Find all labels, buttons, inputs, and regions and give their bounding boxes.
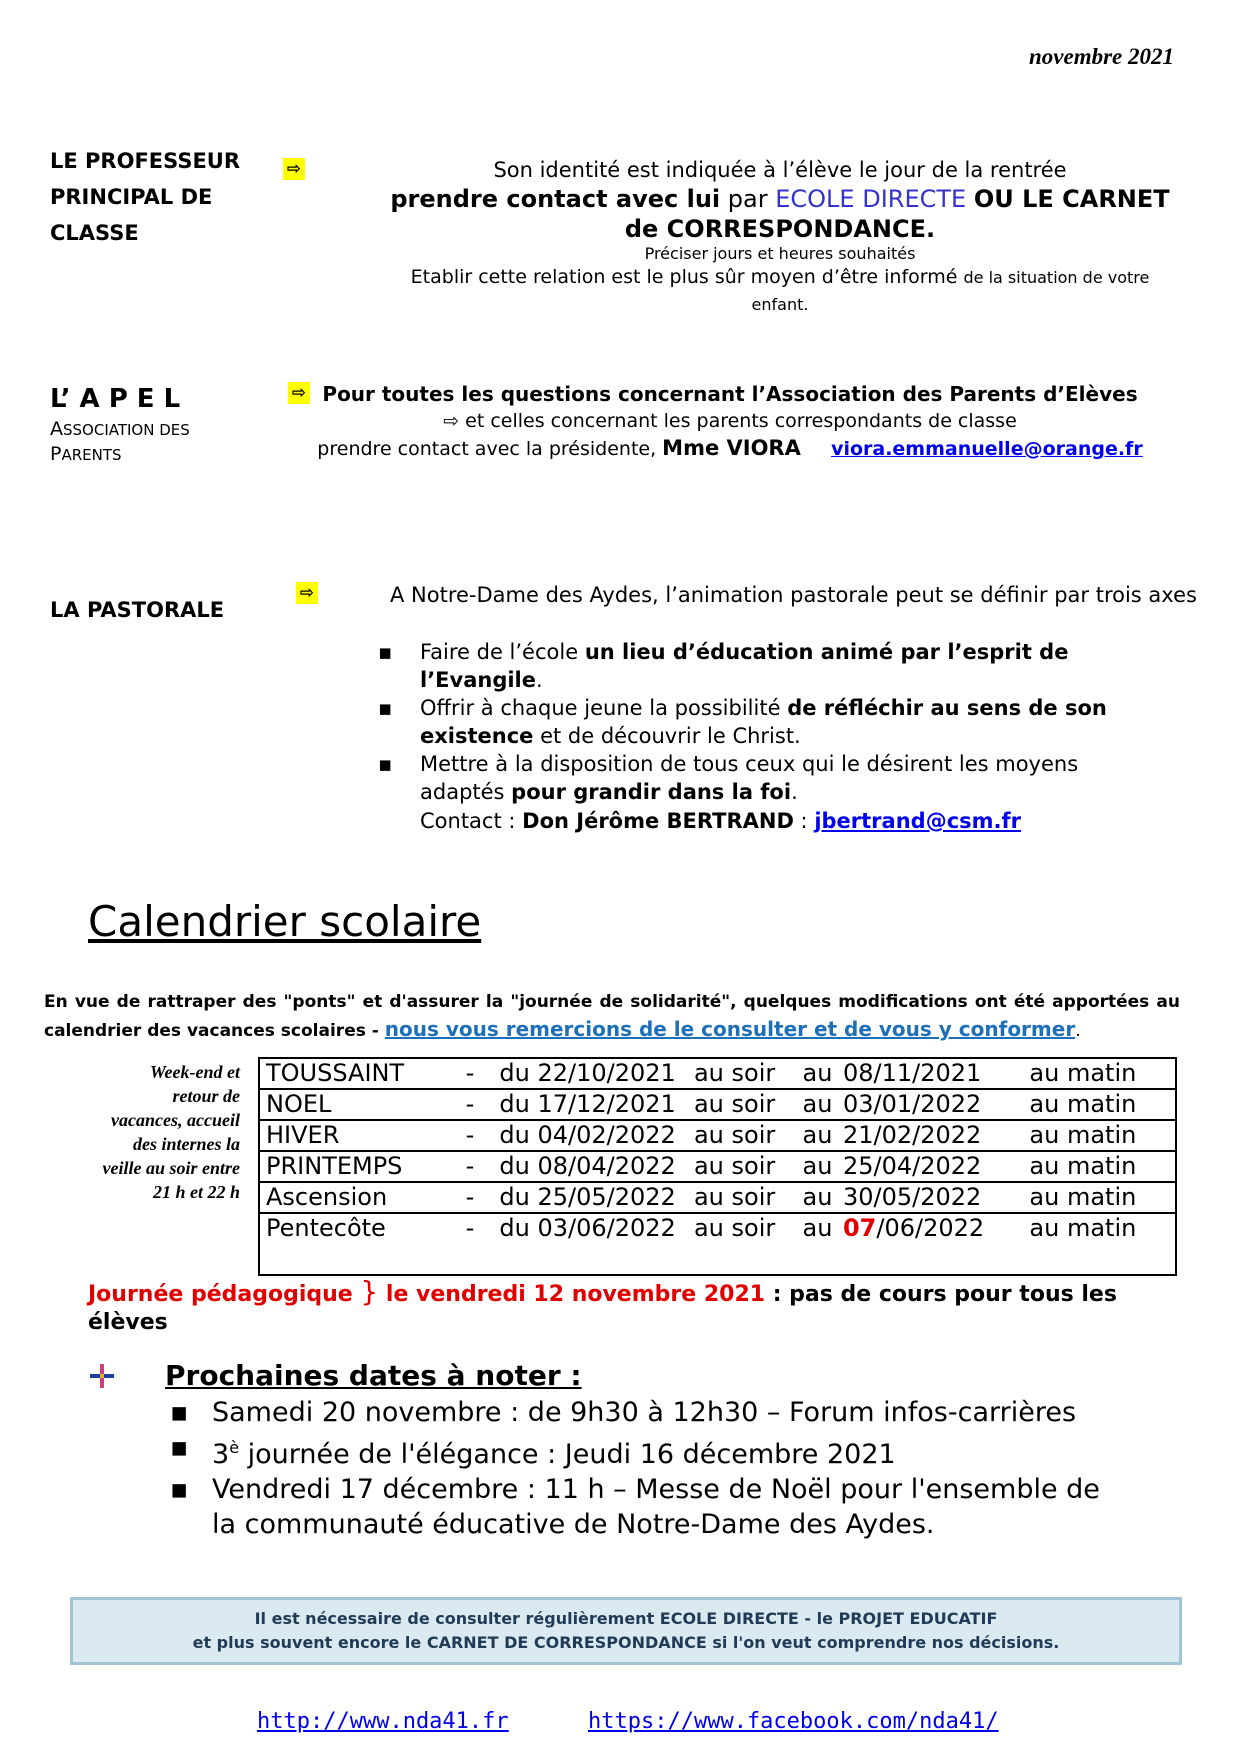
calendar-consult-link[interactable]: nous vous remercions de le consulter et de vous y conformer	[384, 1017, 1076, 1041]
row-dash: -	[460, 1182, 494, 1213]
arrow-right-icon: ⇨	[283, 158, 305, 180]
to-word: au	[796, 1089, 836, 1120]
from-date: du 04/02/2022	[493, 1120, 688, 1151]
from-note: au soir	[688, 1120, 797, 1151]
professeur-text: Son identité est indiquée à l’élève le jour de la rentrée prendre contact avec lui par ECOLE DIRECTE OU LE CARNET de CORRESPONDANCE. Préciser jours et heures souhaités Etablir cette relation est le plus sûr moyen d’être informé de la situation de votre enfant.	[390, 158, 1170, 314]
table-row	[259, 1120, 1176, 1151]
arrow-right-icon: ⇨	[288, 382, 310, 404]
to-date: 25/04/2022	[837, 1151, 1023, 1182]
vacation-name: HIVER	[259, 1120, 460, 1151]
table-row	[259, 1089, 1176, 1120]
pastorale-email-link[interactable]: jbertrand@csm.fr	[814, 809, 1021, 833]
to-word: au	[796, 1058, 836, 1089]
pastorale-intro: A Notre-Dame des Aydes, l’animation pastorale peut se définir par trois axes	[390, 583, 1197, 607]
arrow-right-icon: ⇨	[296, 582, 318, 604]
from-date: du 17/12/2021	[493, 1089, 688, 1120]
to-date: 30/05/2022	[837, 1182, 1023, 1213]
pastorale-contact: Contact : Don Jérôme BERTRAND : jbertrand@csm.fr	[420, 809, 1021, 833]
vacation-name: TOUSSAINT	[259, 1058, 460, 1089]
vacation-name: Ascension	[259, 1182, 460, 1213]
site-link[interactable]: http://www.nda41.fr	[257, 1709, 509, 1734]
to-note: au matin	[1023, 1120, 1176, 1151]
facebook-link[interactable]: https://www.facebook.com/nda41/	[588, 1709, 999, 1734]
to-word: au	[796, 1120, 836, 1151]
apel-text: Pour toutes les questions concernant l’Association des Parents d’Elèves ⇨ et celles concernant les parents correspondants de classe prendre contact avec la présidente, Mme VIORA viora.emmanuelle@orange.fr	[317, 382, 1143, 460]
list-item: ▪ Vendredi 17 décembre : 11 h – Messe de Noël pour l'ensemble de la communauté éducative de Notre-Dame des Aydes.	[170, 1472, 1130, 1542]
vacation-name: NOEL	[259, 1089, 460, 1120]
list-item: ▪ Faire de l’école un lieu d’éducation animé par l’esprit de l’Evangile.	[378, 638, 1178, 694]
notice-box: Il est nécessaire de consulter régulièrement ECOLE DIRECTE - le PROJET EDUCATIF et plus souvent encore le CARNET DE CORRESPONDANCE si l'on veut comprendre nos décisions.	[70, 1597, 1182, 1665]
arrow-right-icon: ⇨	[443, 410, 460, 432]
to-word: au	[796, 1151, 836, 1182]
from-date: du 03/06/2022	[499, 1214, 676, 1242]
professeur-label: LE PROFESSEUR PRINCIPAL DE CLASSE	[50, 149, 241, 245]
prochaines-list	[170, 1395, 1130, 1542]
table-row	[259, 1151, 1176, 1182]
list-item: ▪ Mettre à la disposition de tous ceux qui le désirent les moyens adaptés pour grandir dans la foi.	[378, 750, 1110, 806]
table-row	[259, 1182, 1176, 1213]
to-note: au matin	[1023, 1151, 1176, 1182]
from-date: du 08/04/2022	[493, 1151, 688, 1182]
row-dash: -	[460, 1151, 494, 1182]
journee-pedagogique: Journée pédagogique } le vendredi 12 novembre 2021 : pas de cours pour tous les élèves	[88, 1275, 1117, 1335]
to-note: au matin	[1023, 1058, 1176, 1089]
row-dash: -	[460, 1058, 494, 1089]
to-word: au	[802, 1214, 833, 1242]
row-dash: -	[465, 1214, 475, 1242]
row-dash: -	[460, 1089, 494, 1120]
list-item: ▪ Samedi 20 novembre : de 9h30 à 12h30 – Forum infos-carrières	[170, 1395, 1130, 1430]
to-date: 08/11/2021	[837, 1058, 1023, 1089]
from-note: au soir	[688, 1058, 797, 1089]
document-date: novembre 2021	[1028, 44, 1174, 69]
pastorale-label: LA PASTORALE	[50, 598, 225, 622]
row-dash: -	[460, 1120, 494, 1151]
prochaines-title: Prochaines dates à noter :	[165, 1359, 582, 1392]
apel-email-link[interactable]: viora.emmanuelle@orange.fr	[831, 438, 1143, 460]
calendar-side-note: Week-end et retour de vacances, accueil des internes la veille au soir entre 21 h et 22 h	[102, 1062, 240, 1202]
to-date: 03/01/2022	[837, 1089, 1023, 1120]
table-row	[259, 1058, 1176, 1089]
from-note: au soir	[693, 1214, 776, 1242]
apel-label: L’ A P E L ASSOCIATION DES PARENTS	[50, 384, 190, 465]
to-date: 21/02/2022	[837, 1120, 1023, 1151]
list-item: ▪ Offrir à chaque jeune la possibilité de réfléchir au sens de son existence et de découvrir le Christ.	[378, 694, 1140, 750]
calendar-title: Calendrier scolaire	[88, 897, 482, 946]
list-item: ▪ $3^è$ journée de l'élégance : Jeudi 16 décembre 2021	[170, 1430, 1130, 1472]
calendar-intro: En vue de rattraper des "ponts" et d'assurer la "journée de solidarité", quelques modifications ont été apportées au calendrier des vacances scolaires - nous vous remercions de le consulter et de vous y conformer.	[44, 992, 1180, 1041]
calendar-table	[258, 1057, 1177, 1276]
table-row	[259, 1213, 1176, 1275]
vacation-name: PRINTEMPS	[259, 1151, 460, 1182]
to-note: au matin	[1023, 1089, 1176, 1120]
to-note: au matin	[1023, 1182, 1176, 1213]
from-note: au soir	[688, 1182, 797, 1213]
to-note: au matin	[1029, 1214, 1137, 1242]
cross-bullet-icon	[88, 1362, 116, 1390]
to-date: 07/06/2022	[842, 1214, 985, 1242]
from-note: au soir	[688, 1089, 797, 1120]
to-word: au	[796, 1182, 836, 1213]
from-note: au soir	[688, 1151, 797, 1182]
from-date: du 25/05/2022	[493, 1182, 688, 1213]
pastorale-list	[378, 638, 1178, 806]
vacation-name: Pentecôte	[266, 1214, 386, 1242]
from-date: du 22/10/2021	[493, 1058, 688, 1089]
